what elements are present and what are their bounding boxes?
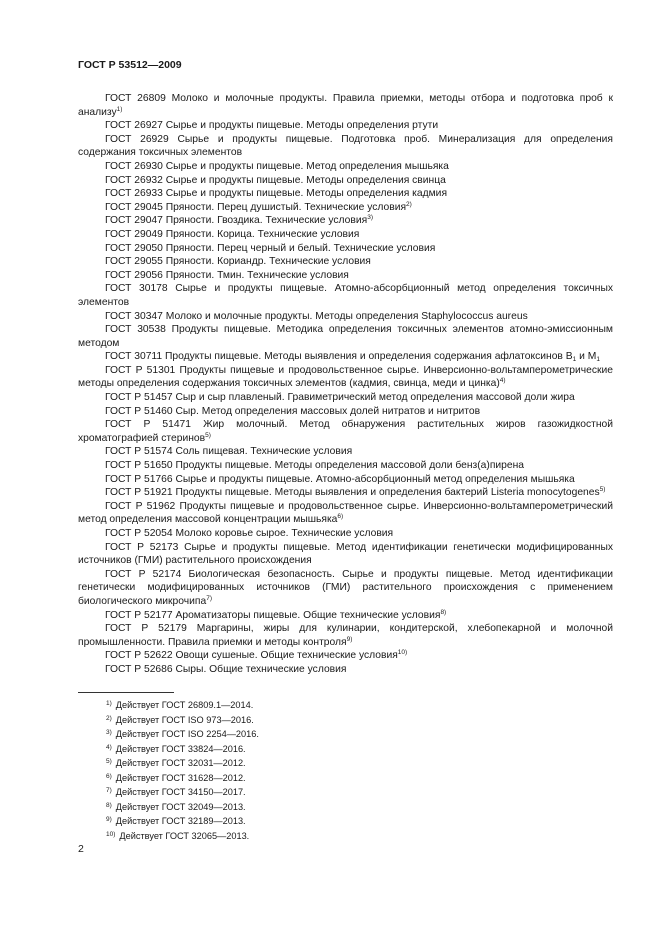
- reference-text: ГОСТ Р 52177 Ароматизаторы пищевые. Общие технические условия: [105, 609, 441, 621]
- footnote-item: [106, 698, 259, 713]
- footnote-marker: 4): [499, 377, 506, 385]
- footnote-marker: 5): [205, 431, 211, 439]
- reference-text: ГОСТ Р 51574 Соль пищевая. Технические условия: [105, 446, 353, 458]
- reference-item: [78, 622, 613, 649]
- reference-item: [78, 119, 613, 133]
- footnote-marker: 6): [337, 513, 344, 521]
- reference-item: [78, 405, 613, 419]
- footnote-item: [106, 785, 259, 800]
- reference-text: ГОСТ Р 51457 Сыр и сыр плавленый. Гравиметрический метод определения массовой доли жира: [105, 392, 575, 404]
- footnote-text: Действует ГОСТ 26809.1—2014.: [115, 700, 254, 710]
- reference-text: ГОСТ Р 51460 Сыр. Метод определения массовых долей нитратов и нитритов: [105, 405, 481, 417]
- reference-item: [78, 187, 613, 201]
- footnote-marker: 9): [346, 635, 353, 643]
- page-header: ГОСТ Р 53512—2009: [78, 59, 182, 71]
- reference-item: [78, 445, 613, 459]
- footnote-item: [106, 756, 259, 771]
- footnote-marker: 3): [367, 214, 373, 222]
- reference-item: [78, 242, 613, 256]
- footnote-text: Действует ГОСТ 33824—2016.: [115, 743, 246, 754]
- reference-item: [78, 133, 613, 160]
- footnote-item: [106, 742, 259, 757]
- footnote-marker: 1): [116, 105, 123, 113]
- reference-item: [78, 663, 613, 677]
- reference-text: ГОСТ 29045 Пряности. Перец душистый. Технические условия: [105, 201, 407, 213]
- reference-text: ГОСТ 26927 Сырье и продукты пищевые. Методы определения ртути: [105, 120, 439, 132]
- footnote-item: [106, 771, 259, 786]
- reference-item: [78, 160, 613, 174]
- reference-item: [78, 174, 613, 188]
- footnote-marker: 2): [406, 200, 412, 208]
- footnote-marker: 8): [440, 608, 447, 616]
- reference-subscript: 1: [572, 356, 577, 364]
- reference-text: ГОСТ 26809 Молоко и молочные продукты. Правила приемки, методы отбора и подготовка проб к анализу: [78, 93, 613, 118]
- normative-references-list: [78, 92, 613, 677]
- reference-item: [78, 473, 613, 487]
- footnote-text: Действует ГОСТ 32049—2013.: [115, 801, 246, 812]
- reference-text: ГОСТ Р 52174 Биологическая безопасность. Сырье и продукты пищевые. Метод идентификации генетически модифицированных источников (ГМИ) растительного происхождения с применением биологического микрочипа: [78, 568, 613, 607]
- footnote-number: 9): [106, 816, 112, 823]
- footnote-number: 4): [106, 743, 112, 751]
- reference-text: ГОСТ 30178 Сырье и продукты пищевые. Атомно-абсорбционный метод определения токсичных элементов: [78, 283, 613, 308]
- reference-text: ГОСТ 29056 Пряности. Тмин. Технические условия: [105, 269, 349, 281]
- reference-item: [78, 255, 613, 269]
- footnote-number: 7): [106, 787, 112, 794]
- reference-item: [78, 568, 613, 609]
- reference-item: [78, 541, 613, 568]
- reference-item: [78, 500, 613, 527]
- reference-text: ГОСТ 26932 Сырье и продукты пищевые. Методы определения свинца: [105, 174, 446, 186]
- reference-text: ГОСТ Р 52179 Маргарины, жиры для кулинарии, кондитерской, хлебопекарной и молочной промышленности. Правила приемки и методы контроля: [78, 623, 613, 648]
- footnote-item: [106, 727, 259, 742]
- reference-text: ГОСТ 26929 Сырье и продукты пищевые. Подготовка проб. Минерализация для определения содержания токсичных элементов: [78, 133, 613, 159]
- reference-text: ГОСТ 30711 Продукты пищевые. Методы выявления и определения содержания афлатоксинов B: [105, 351, 573, 363]
- reference-text: ГОСТ Р 51301 Продукты пищевые и продовольственное сырье. Инверсионно-вольтамперометрические методы определения содержания токсичных элементов (кадмия, свинца, меди и цинка): [78, 364, 613, 390]
- reference-item: [78, 228, 613, 242]
- reference-text: ГОСТ Р 51650 Продукты пищевые. Методы определения массовой доли бенз(а)пирена: [105, 460, 525, 472]
- reference-text: ГОСТ Р 52054 Молоко коровье сырое. Технические условия: [105, 528, 394, 539]
- reference-text: ГОСТ Р 51921 Продукты пищевые. Методы выявления и определения бактерий Listeria monocytogenes: [105, 487, 600, 499]
- reference-item: [78, 201, 613, 215]
- footnote-number: 1): [106, 700, 112, 707]
- reference-item: [78, 364, 613, 391]
- footnote-text: Действует ГОСТ ISO 973—2016.: [115, 714, 254, 725]
- reference-text: ГОСТ Р 52622 Овощи сушеные. Общие технические условия: [105, 650, 398, 662]
- reference-item: [78, 310, 613, 324]
- reference-text: ГОСТ 29047 Пряности. Гвоздика. Технические условия: [105, 215, 368, 227]
- reference-item: [78, 391, 613, 405]
- footnote-number: 2): [106, 714, 112, 722]
- footnote-item: [106, 814, 259, 829]
- reference-item: [78, 214, 613, 228]
- reference-text: ГОСТ 29055 Пряности. Кориандр. Технические условия: [105, 256, 371, 268]
- reference-item: [78, 418, 613, 445]
- reference-text: ГОСТ Р 51962 Продукты пищевые и продовольственное сырье. Инверсионно-вольтамперометрический метод определения массовой концентрации мышьяка: [78, 500, 613, 526]
- reference-text: ГОСТ Р 51471 Жир молочный. Метод обнаружения растительных жиров газожидкостной хроматографией стеринов: [78, 419, 613, 444]
- reference-item: [78, 527, 613, 541]
- footnote-text: Действует ГОСТ 32189—2013.: [115, 816, 246, 826]
- footnote-text: Действует ГОСТ 32065—2013.: [119, 830, 250, 841]
- reference-text: ГОСТ Р 52173 Сырье и продукты пищевые. Метод идентификации генетически модифицированных источников (ГМИ) растительного происхождения: [78, 541, 613, 567]
- reference-text: ГОСТ 30347 Молоко и молочные продукты. Методы определения Staphylococcus aureus: [105, 310, 528, 322]
- reference-text: ГОСТ 29049 Пряности. Корица. Технические условия: [105, 228, 360, 240]
- reference-text-continued: и M: [576, 351, 597, 363]
- reference-text: ГОСТ 30538 Продукты пищевые. Методика определения токсичных элементов атомно-эмиссионным методом: [78, 324, 613, 349]
- reference-item: [78, 486, 613, 500]
- footnote-number: 6): [106, 772, 112, 780]
- reference-item: [78, 649, 613, 663]
- reference-item: [78, 269, 613, 283]
- footnote-item: [106, 713, 259, 728]
- page-number: 2: [78, 843, 84, 855]
- reference-item: [78, 609, 613, 623]
- footnote-text: Действует ГОСТ 34150—2017.: [115, 787, 246, 797]
- reference-item: [78, 323, 613, 350]
- footnote-item: [106, 829, 259, 844]
- reference-text: ГОСТ Р 52686 Сыры. Общие технические условия: [105, 663, 347, 675]
- reference-item: [78, 350, 613, 364]
- footnote-marker: 5): [599, 486, 606, 494]
- footnote-number: 5): [106, 758, 112, 765]
- reference-item: [78, 459, 613, 473]
- reference-text: ГОСТ 26933 Сырье и продукты пищевые. Методы определения кадмия: [105, 188, 448, 200]
- footnote-number: 3): [106, 729, 112, 736]
- reference-text: ГОСТ Р 51766 Сырье и продукты пищевые. Атомно-абсорбционный метод определения мышьяка: [105, 473, 575, 485]
- reference-item: [78, 282, 613, 309]
- reference-text: ГОСТ 26930 Сырье и продукты пищевые. Метод определения мышьяка: [105, 160, 449, 172]
- reference-text: ГОСТ 29050 Пряности. Перец черный и белый. Технические условия: [105, 242, 436, 254]
- footnote-number: 10): [106, 830, 116, 838]
- footnote-marker: 10): [397, 649, 408, 657]
- footnote-item: [106, 800, 259, 815]
- footnotes-list: [106, 698, 259, 843]
- reference-subscript: 1: [596, 356, 600, 364]
- reference-item: [78, 92, 613, 119]
- footnote-number: 8): [106, 801, 112, 809]
- footnote-text: Действует ГОСТ ISO 2254—2016.: [115, 729, 259, 739]
- footnote-text: Действует ГОСТ 31628—2012.: [115, 772, 246, 783]
- footnote-marker: 7): [206, 594, 212, 602]
- footnote-divider: [78, 692, 174, 693]
- footnote-text: Действует ГОСТ 32031—2012.: [115, 758, 246, 768]
